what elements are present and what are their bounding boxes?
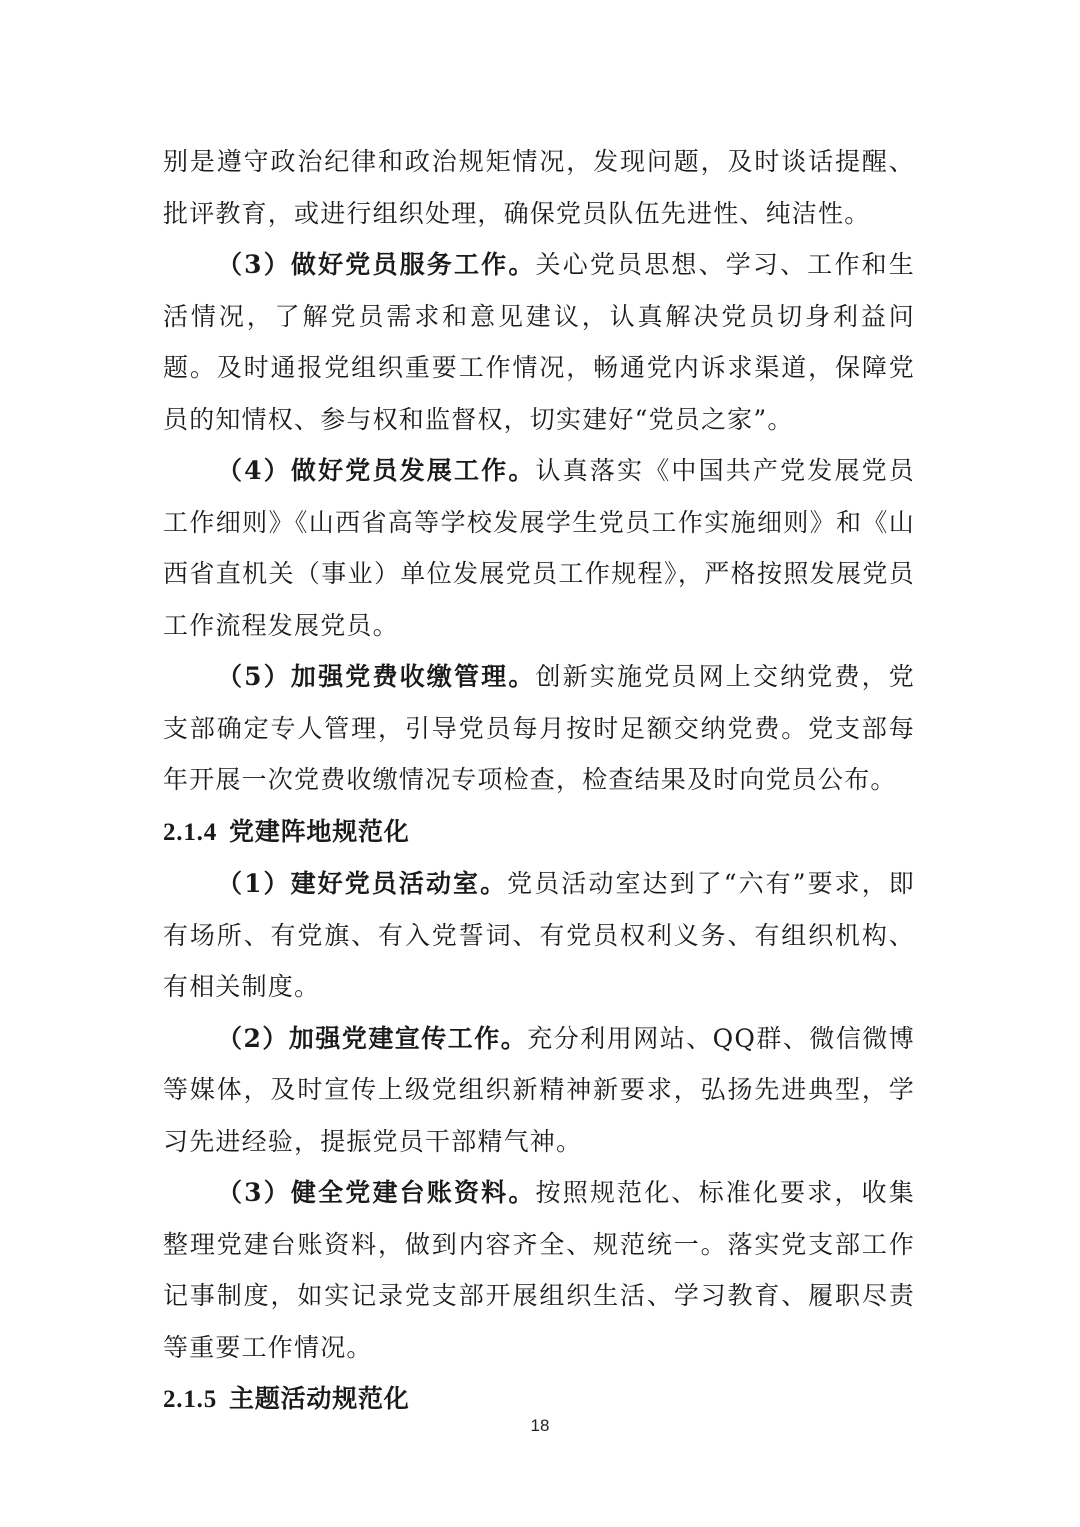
section-number: 2.1.5 <box>163 1386 217 1413</box>
paragraph-text: 创新实施党员网上交纳党费，党支部确定专人管理，引导党员每月按时足额交纳党费。党支部每年开展一次党费收缴情况专项检查，检查结果及时向党员公布。 <box>163 662 916 794</box>
section-title: 主题活动规范化 <box>229 1384 410 1413</box>
page-content <box>163 136 915 1426</box>
paragraph-text: 充分利用网站、QQ群、微信微博等媒体，及时宣传上级党组织新精神新要求，弘扬先进典型，学习先进经验，提振党员干部精气神。 <box>163 1023 916 1156</box>
page-number: 18 <box>530 1416 550 1435</box>
section-number: 2.1.4 <box>163 818 217 846</box>
paragraph-ledger <box>163 1167 915 1373</box>
paragraph-party-dues <box>163 651 915 806</box>
paragraph-activity-room <box>163 858 915 1013</box>
paragraph-party-member-development <box>163 445 915 651</box>
paragraph-lead: （1）建好党员活动室。 <box>217 869 508 898</box>
paragraph-continuation <box>163 136 915 239</box>
paragraph-lead: （5）加强党费收缴管理。 <box>217 662 536 691</box>
paragraph-text: 别是遵守政治纪律和政治规矩情况，发现问题，及时谈话提醒、批评教育，或进行组织处理，确保党员队伍先进性、纯洁性。 <box>163 147 915 228</box>
paragraph-lead: （3）做好党员服务工作。 <box>217 250 536 279</box>
section-heading-2-1-4 <box>163 806 915 859</box>
paragraph-lead: （2）加强党建宣传工作。 <box>217 1023 528 1053</box>
section-title: 党建阵地规范化 <box>229 816 410 846</box>
paragraph-text: 党员活动室达到了“六有”要求，即有场所、有党旗、有入党誓词、有党员权利义务、有组织机构、有相关制度。 <box>163 869 915 1001</box>
paragraph-text: 认真落实《中国共产党发展党员工作细则》《山西省高等学校发展学生党员工作实施细则》和《山西省直机关（事业）单位发展党员工作规程》，严格按照发展党员工作流程发展党员。 <box>163 456 916 640</box>
paragraph-text: 关心党员思想、学习、工作和生活情况，了解党员需求和意见建议，认真解决党员切身利益问题。及时通报党组织重要工作情况，畅通党内诉求渠道，保障党员的知情权、参与权和监督权，切实建好“党员之家”。 <box>163 250 916 434</box>
paragraph-text: 按照规范化、标准化要求，收集整理党建台账资料，做到内容齐全、规范统一。落实党支部工作记事制度，如实记录党支部开展组织生活、学习教育、履职尽责等重要工作情况。 <box>163 1178 916 1362</box>
paragraph-publicity <box>163 1013 915 1168</box>
paragraph-party-member-service <box>163 239 915 445</box>
paragraph-lead: （4）做好党员发展工作。 <box>217 456 536 485</box>
paragraph-lead: （3）健全党建台账资料。 <box>217 1178 536 1207</box>
